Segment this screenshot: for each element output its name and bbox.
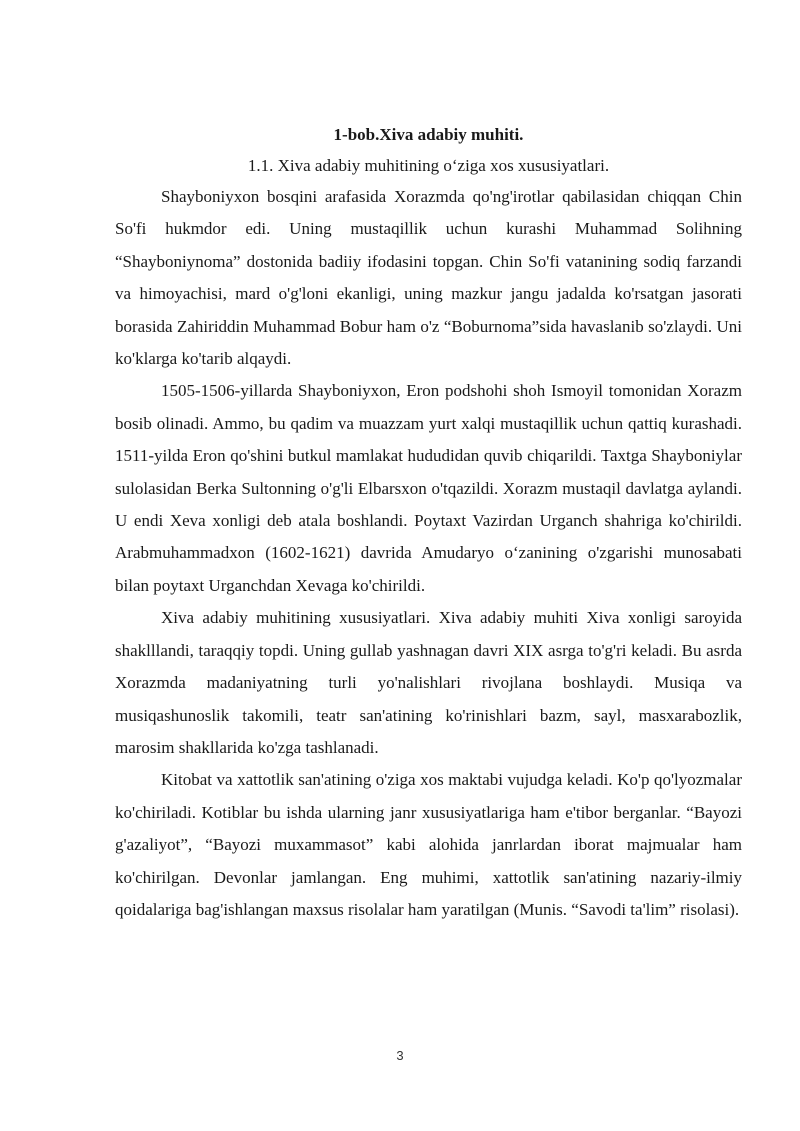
paragraph-3: Xiva adabiy muhitining xususiyatlari. Xiva adabiy muhiti Xiva xonligi saroyida shaklllandi, taraqqiy topdi. Uning gullab yashnagan davri XIX asrga to'g'ri keladi. Bu asrda Xorazmda madaniyatning turli yo'nalishlari rivojlana boshlaydi. Musiqa va musiqashunoslik takomili, teatr san'atining ko'rinishlari bazm, sayl, masxarabozlik, marosim shakllarida ko'zga tashlanadi. (115, 608, 742, 757)
section-title: 1.1. Xiva adabiy muhitining o‘ziga xos xususiyatlari. (247, 156, 610, 175)
paragraph-4: Kitobat va xattotlik san'atining o'ziga xos maktabi vujudga keladi. Ko'p qo'lyozmalar ko'chiriladi. Kotiblar bu ishda ularning janr xususiyatlariga ham e'tibor berganlar. “Bayozi g'azaliyot”, “Bayozi muxammasot” kabi alohida janrlardan iborat majmualar ham ko'chirilgan. Devonlar jamlangan. Eng muhimi, xattotlik san'atining nazariy-ilmiy qoidalariga bag'ishlangan maxsus risolalar ham yaratilgan (Munis. “Savodi ta'lim” risolasi). (115, 770, 742, 919)
page-content (115, 119, 742, 926)
page-number: 3 (396, 1048, 404, 1063)
chapter-title: 1-bob.Xiva adabiy muhiti. (333, 125, 524, 144)
paragraph-2: 1505-1506-yillarda Shayboniyxon, Eron podshohi shoh Ismoyil tomonidan Xorazm bosib olinadi. Ammo, bu qadim va muazzam yurt xalqi mustaqillik uchun qattiq kurashadi. 1511-yilda Eron qo'shini butkul mamlakat hududidan quvib chiqarildi. Taxtga Shayboniylar sulolasidan Berka Sultonning o'g'li Elbarsxon o'tqazildi. Xorazm mustaqil davlatga aylandi. U endi Xeva xonligi deb atala boshlandi. Poytaxt Vazirdan Urganch shahriga ko'chirildi. Arabmuhammadxon (1602-1621) davrida Amudaryo o‘zanining o'zgarishi munosabati bilan poytaxt Urganchdan Xevaga ko'chirildi. (115, 381, 742, 595)
paragraph-1: Shayboniyxon bosqini arafasida Xorazmda qo'ng'irotlar qabilasidan chiqqan Chin So'fi hukmdor edi. Uning mustaqillik uchun kurashi Muhammad Solihning “Shayboniynoma” dostonida badiiy ifodasini topgan. Chin So'fi vatanining sodiq farzandi va himoyachisi, mard o'g'loni ekanligi, uning mazkur jangu jadalda ko'rsatgan jasorati borasida Zahiriddin Muhammad Bobur ham o'z “Boburnoma”sida havaslanib so'zlaydi. Uni ko'klarga ko'tarib alqaydi. (115, 187, 742, 369)
